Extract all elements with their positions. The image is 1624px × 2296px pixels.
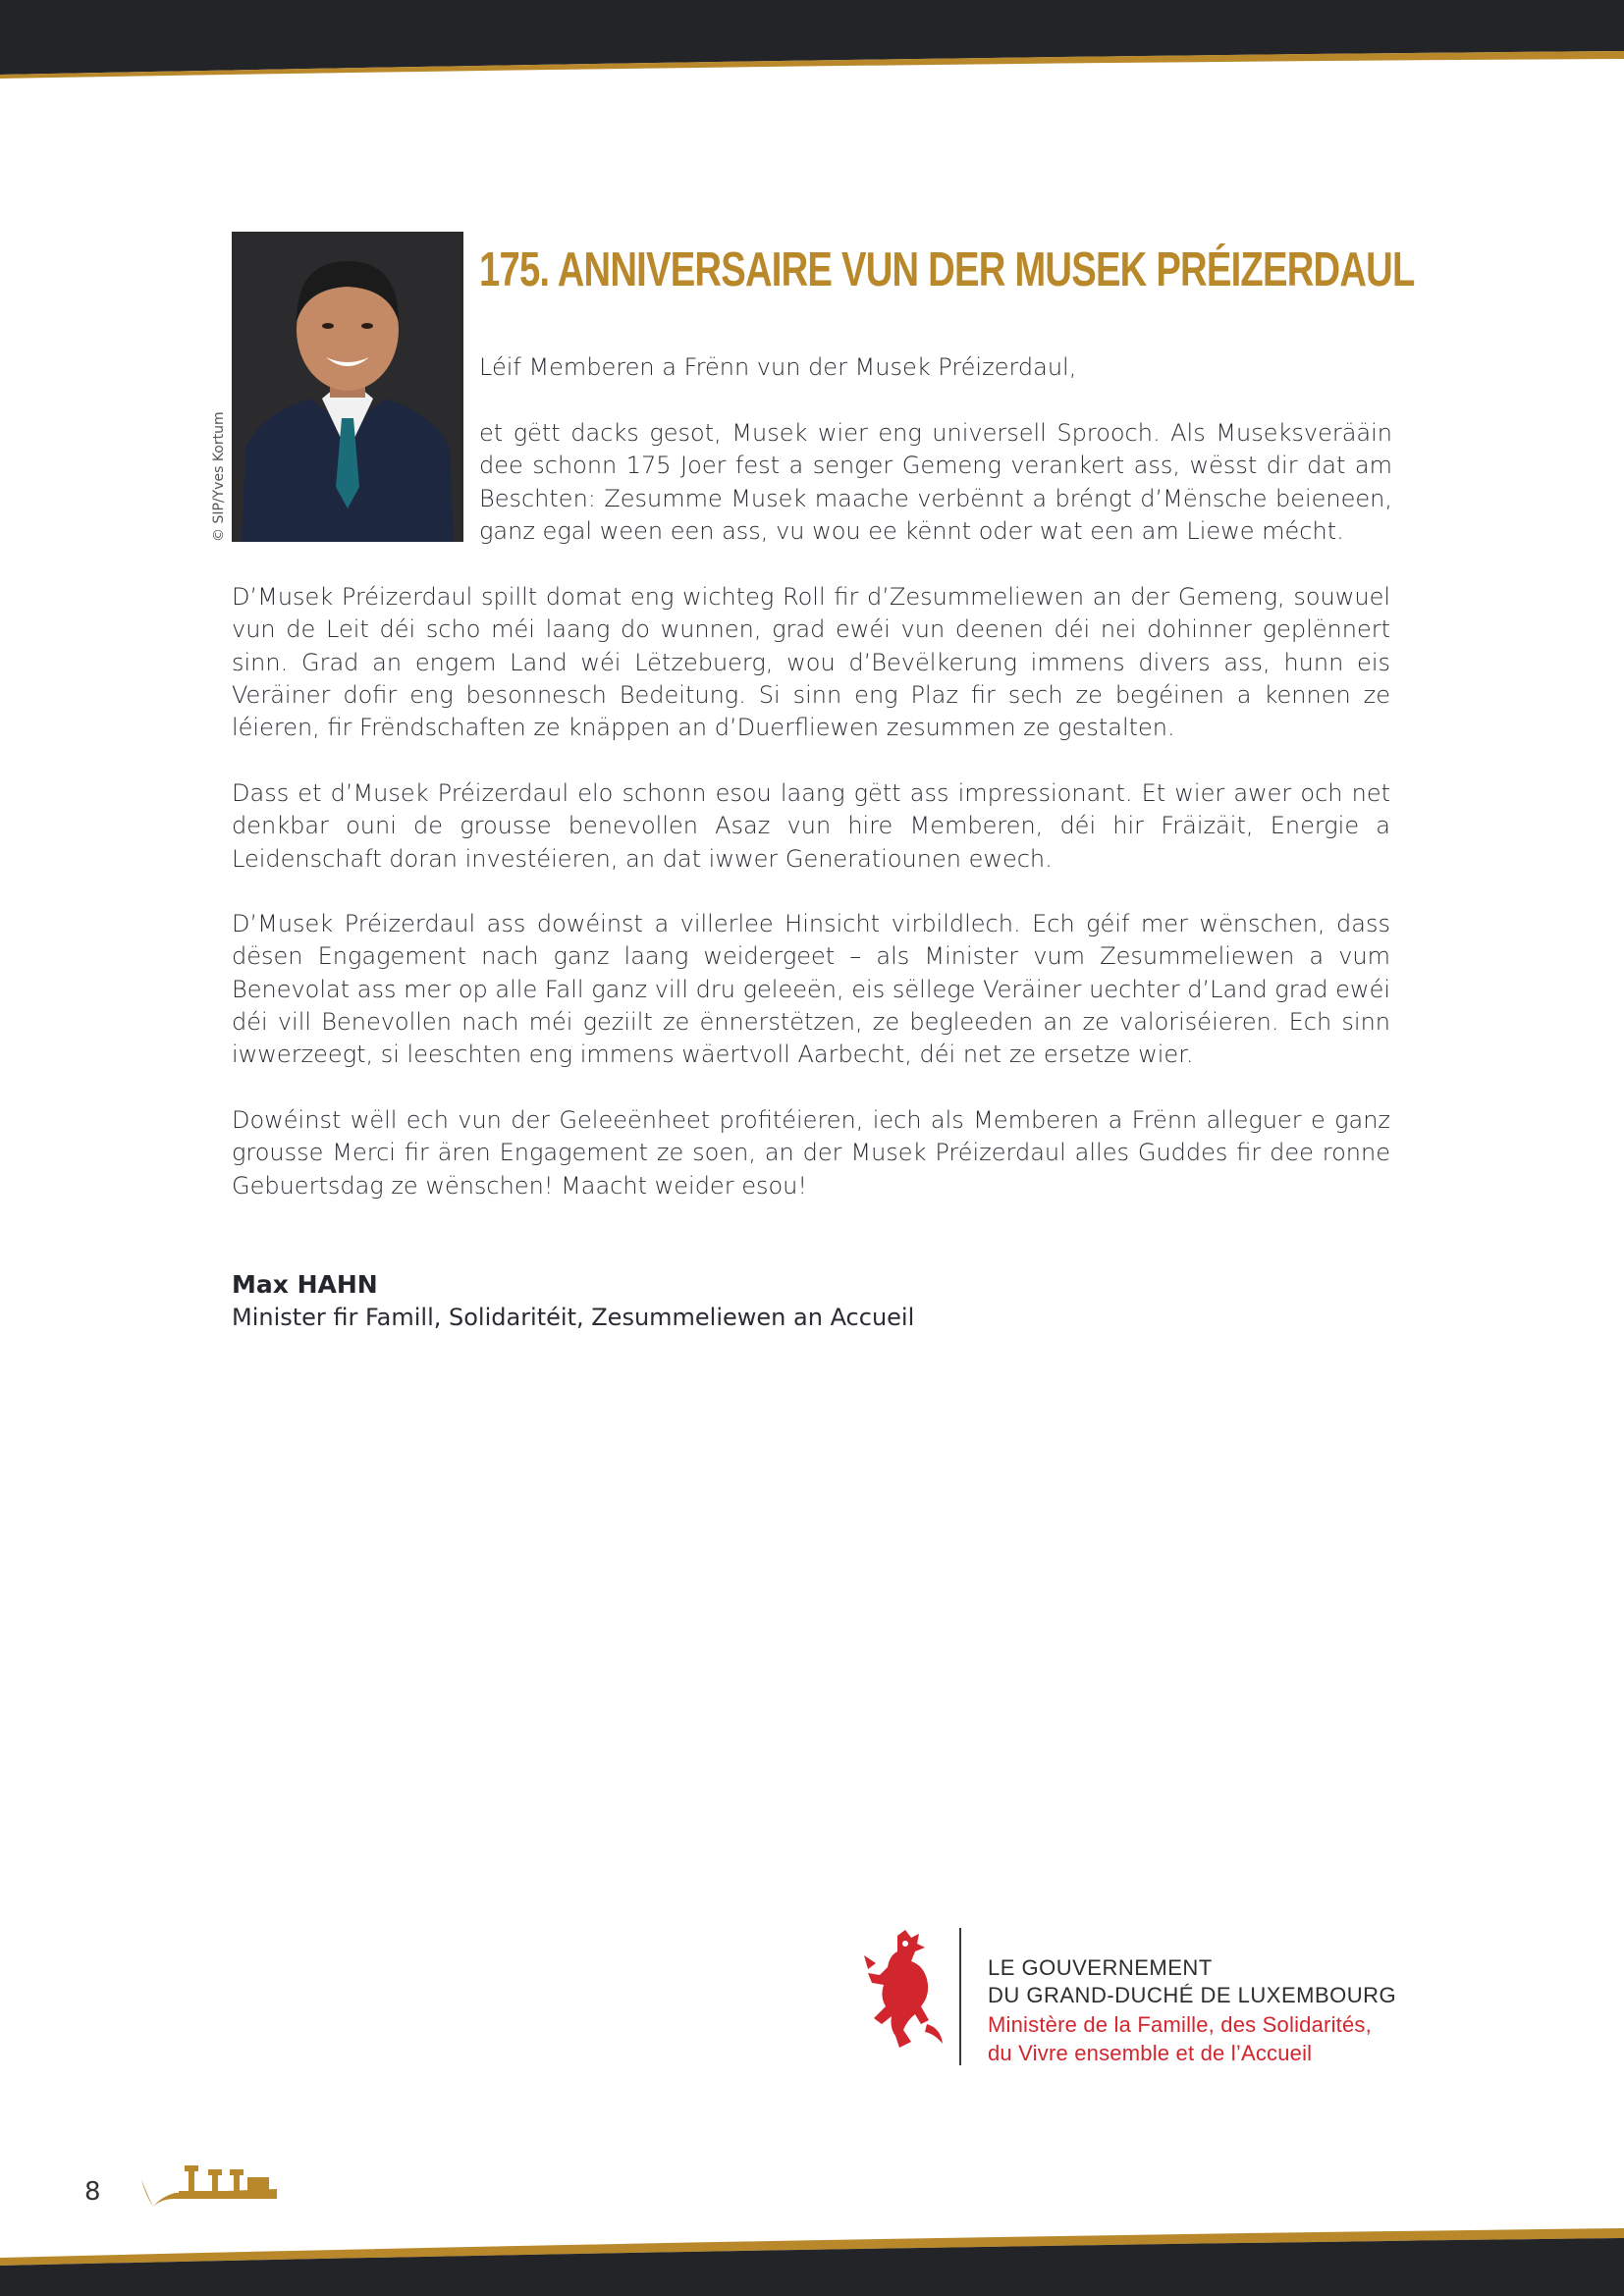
luxembourg-lion-icon [846, 1926, 954, 2056]
ministry-line-2: du Vivre ensemble et de l’Accueil [988, 2041, 1313, 2065]
footer-band [0, 2228, 1624, 2296]
signature-role: Minister fir Famill, Solidaritéit, Zesummeliewen an Accueil [232, 1304, 915, 1331]
gov-line-2: DU GRAND-DUCHÉ DE LUXEMBOURG [988, 1983, 1397, 2007]
ministry-line-1: Ministère de la Famille, des Solidarités, [988, 2012, 1372, 2037]
paragraph-3: Dass et d’Musek Préizerdaul elo schonn esou laang gëtt ass impressionant. Et wier awer och net denkbar ouni de grousse benevollen Asaz vun hire Memberen, déi hir Fräizäit, Energie a Leidenschaft doran investéieren, an dat iwwer Generatiounen ewech. [232, 779, 1390, 873]
gov-line-1: LE GOUVERNEMENT [988, 1955, 1213, 1980]
signature-name: Max HAHN [232, 1270, 378, 1299]
paragraph-1: et gëtt dacks gesot, Musek wier eng universell Sprooch. Als Museksverääin dee schonn 175 Joer fest a senger Gemeng verankert ass, wësst dir dat am Beschten: Zesumme Musek maache verbënnt a bréngt d’Mënsche beieneen, ganz egal ween een ass, vu wou ee kënnt oder wat een am Liewe mécht. [479, 419, 1392, 545]
paragraph-4: D’Musek Préizerdaul ass dowéinst a villerlee Hinsicht virbildlech. Ech géif mer wënschen, dass dësen Engagement nach ganz laang weidergeet – als Minister vum Zesummeliewen a vum Benevolat ass mer op alle Fall ganz vill dru geleeën, eis sëllege Veräiner uechter d’Land grad ewéi déi vill Benevollen nach méi geziilt ze ënnerstëtzen, ze begleeden an ze valoriséieren. Ech sinn iwwerzeegt, si leeschten eng immens wäertvoll Aarbecht, déi net ze ersetze wier. [232, 910, 1390, 1069]
paragraph-2: D’Musek Préizerdaul spillt domat eng wichteg Roll fir d’Zesummeliewen an der Gemeng, souwuel vun de Leit déi scho méi laang do wunnen, grad ewéi vun deenen déi nei dohinner geplënnert sinn. Grad an engem Land wéi Lëtzebuerg, wou d’Bevëlkerung immens divers ass, hunn eis Veräiner dofir eng besonnesch Bedeitung. Si sinn eng Plaz fir sech ze begéinen a kennen ze léieren, fir Frëndschaften ze knäppen an d’Duerfliewen zesummen ze gestalten. [232, 583, 1390, 742]
logo-divider [959, 1928, 961, 2065]
page-number: 8 [84, 2177, 101, 2207]
photo-credit: © SIP/Yves Kortum [211, 411, 227, 542]
trumpet-valves-icon [139, 2156, 277, 2211]
paragraph-5: Dowéinst wëll ech vun der Geleeënheet profitéieren, iech als Memberen a Frënn alleguer e ganz grousse Merci fir ären Engagement ze soen, an der Musek Préizerdaul alles Guddes fir dee ronne Gebuertsdag ze wënschen! Maacht weider esou! [232, 1106, 1390, 1200]
article-title: 175. ANNIVERSAIRE VUN DER MUSEK PRÉIZERDAUL [479, 243, 1415, 296]
portrait-photo [232, 232, 463, 542]
salutation: Léif Memberen a Frënn vun der Musek Préizerdaul, [479, 353, 1077, 381]
header-band [0, 0, 1624, 79]
